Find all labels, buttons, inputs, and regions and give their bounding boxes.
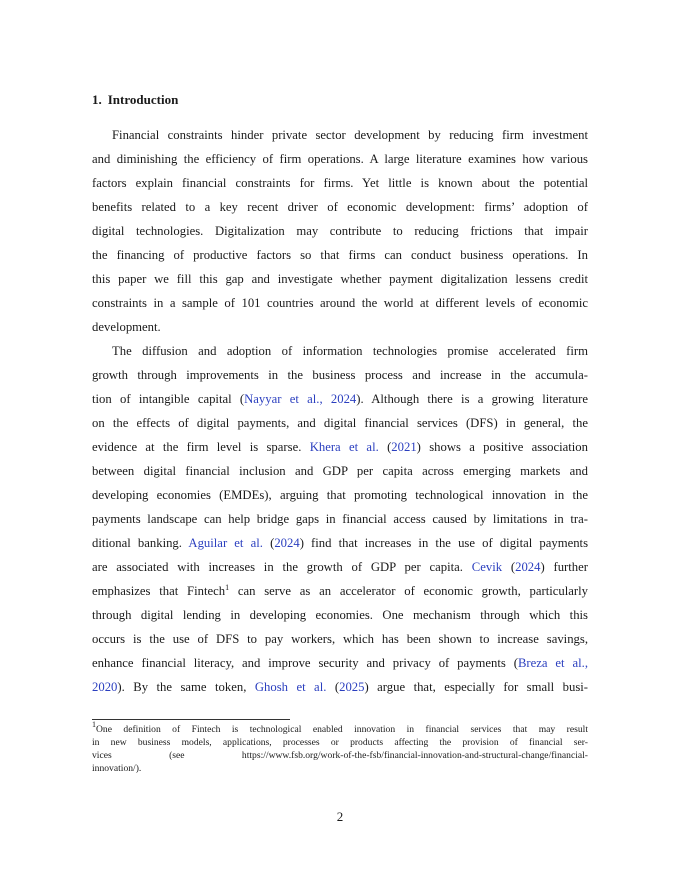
para1-line: development. <box>92 320 161 334</box>
text-span: ). By the same token, <box>117 680 247 694</box>
text-span: can serve as an accelerator of economic growth, particularly <box>229 584 588 598</box>
para2-line: between digital financial inclusion and GDP per capita across emerging markets and <box>92 464 588 478</box>
para2-line <box>92 559 588 575</box>
para2-line <box>92 391 588 407</box>
citation-link[interactable]: Nayyar et al., 2024 <box>244 392 357 406</box>
para2-line <box>92 439 588 455</box>
para2-line: developing economies (EMDEs), arguing that promoting technological innovation in the <box>92 488 588 502</box>
section-number: 1. <box>92 92 102 107</box>
para1-line: Financial constraints hinder private sector development by reducing firm investment <box>112 128 588 142</box>
para2-line <box>92 583 588 599</box>
text-span: ( <box>326 680 340 694</box>
text-span: emphasizes that Fintech <box>92 584 226 598</box>
para1-line: the financing of productive factors so that firms can conduct business operations. In <box>92 248 588 262</box>
citation-link[interactable]: 2024 <box>274 536 300 550</box>
citation-link[interactable]: Aguilar et al. <box>188 536 263 550</box>
citation-link[interactable]: Breza et al., <box>517 656 588 670</box>
para2-line: on the effects of digital payments, and digital financial services (DFS) in general, the <box>92 416 588 430</box>
para1-line: digital technologies. Digitalization may contribute to reducing frictions that impair <box>92 224 588 238</box>
text-span: evidence at the firm level is sparse. <box>92 440 302 454</box>
text-span: ) shows a positive association <box>416 440 588 454</box>
section-title: Introduction <box>107 92 179 107</box>
para1-line: this paper we fill this gap and investigate whether payment digitalization lessens credit <box>92 272 588 286</box>
para2-line: occurs is the use of DFS to pay workers, which has been shown to increase savings, <box>92 632 588 646</box>
text-span: ( <box>262 536 275 550</box>
para2-line <box>92 655 588 671</box>
citation-link[interactable]: 2020 <box>92 680 118 694</box>
footnote-mark: 1 <box>92 720 96 729</box>
page-number: 2 <box>336 809 344 824</box>
citation-link[interactable]: 2024 <box>515 560 541 574</box>
text-span: ) argue that, especially for small busi- <box>364 680 589 694</box>
footnote-line: in new business models, applications, processes or products affecting the provision of financial ser- <box>92 737 588 748</box>
para2-line: payments landscape can help bridge gaps in financial access caused by limitations in tra- <box>92 512 588 526</box>
text-span: ) find that increases in the use of digital payments <box>299 536 589 550</box>
citation-link[interactable]: Ghosh et al. <box>254 680 327 694</box>
para2-line <box>92 535 588 551</box>
footnote-rule <box>92 719 290 720</box>
text-span: ). Although there is a growing literature <box>356 392 588 406</box>
footnote-line: vices (see https://www.fsb.org/work-of-the-fsb/financial-innovation-and-structural-change/financial- <box>92 750 588 761</box>
para2-line: growth through improvements in the business process and increase in the accumula- <box>92 368 588 382</box>
section-heading <box>92 92 178 108</box>
text-span: tion of intangible capital ( <box>92 392 245 406</box>
text-span: ( <box>378 440 392 454</box>
footnote-marker[interactable]: 1 <box>225 583 230 592</box>
text-span: ) further <box>540 560 588 574</box>
footnote-line <box>92 720 588 736</box>
text-span: are associated with increases in the growth of GDP per capita. <box>92 560 463 574</box>
para2-line <box>92 679 588 695</box>
para2-line: through digital lending in developing economies. One mechanism through which this <box>92 608 588 622</box>
citation-link[interactable]: Cevik <box>471 560 503 574</box>
para1-line: and diminishing the efficiency of firm operations. A large literature examines how various <box>92 152 588 166</box>
citation-link[interactable]: Khera et al. <box>309 440 379 454</box>
para1-line: constraints in a sample of 101 countries around the world at different levels of economic <box>92 296 588 310</box>
text-span: One definition of Fintech is technological enabled innovation in financial services that may result <box>96 724 588 735</box>
para2-line: The diffusion and adoption of information technologies promise accelerated firm <box>112 344 588 358</box>
text-span: enhance financial literacy, and improve security and privacy of payments ( <box>92 656 518 670</box>
para1-line: benefits related to a key recent driver of economic development: firms’ adoption of <box>92 200 588 214</box>
para1-line: factors explain financial constraints for firms. Yet little is known about the potential <box>92 176 588 190</box>
citation-link[interactable]: 2021 <box>391 440 417 454</box>
text-span: ditional banking. <box>92 536 182 550</box>
citation-link[interactable]: 2025 <box>339 680 365 694</box>
text-span: ( <box>502 560 516 574</box>
footnote-line: innovation/). <box>92 763 142 774</box>
